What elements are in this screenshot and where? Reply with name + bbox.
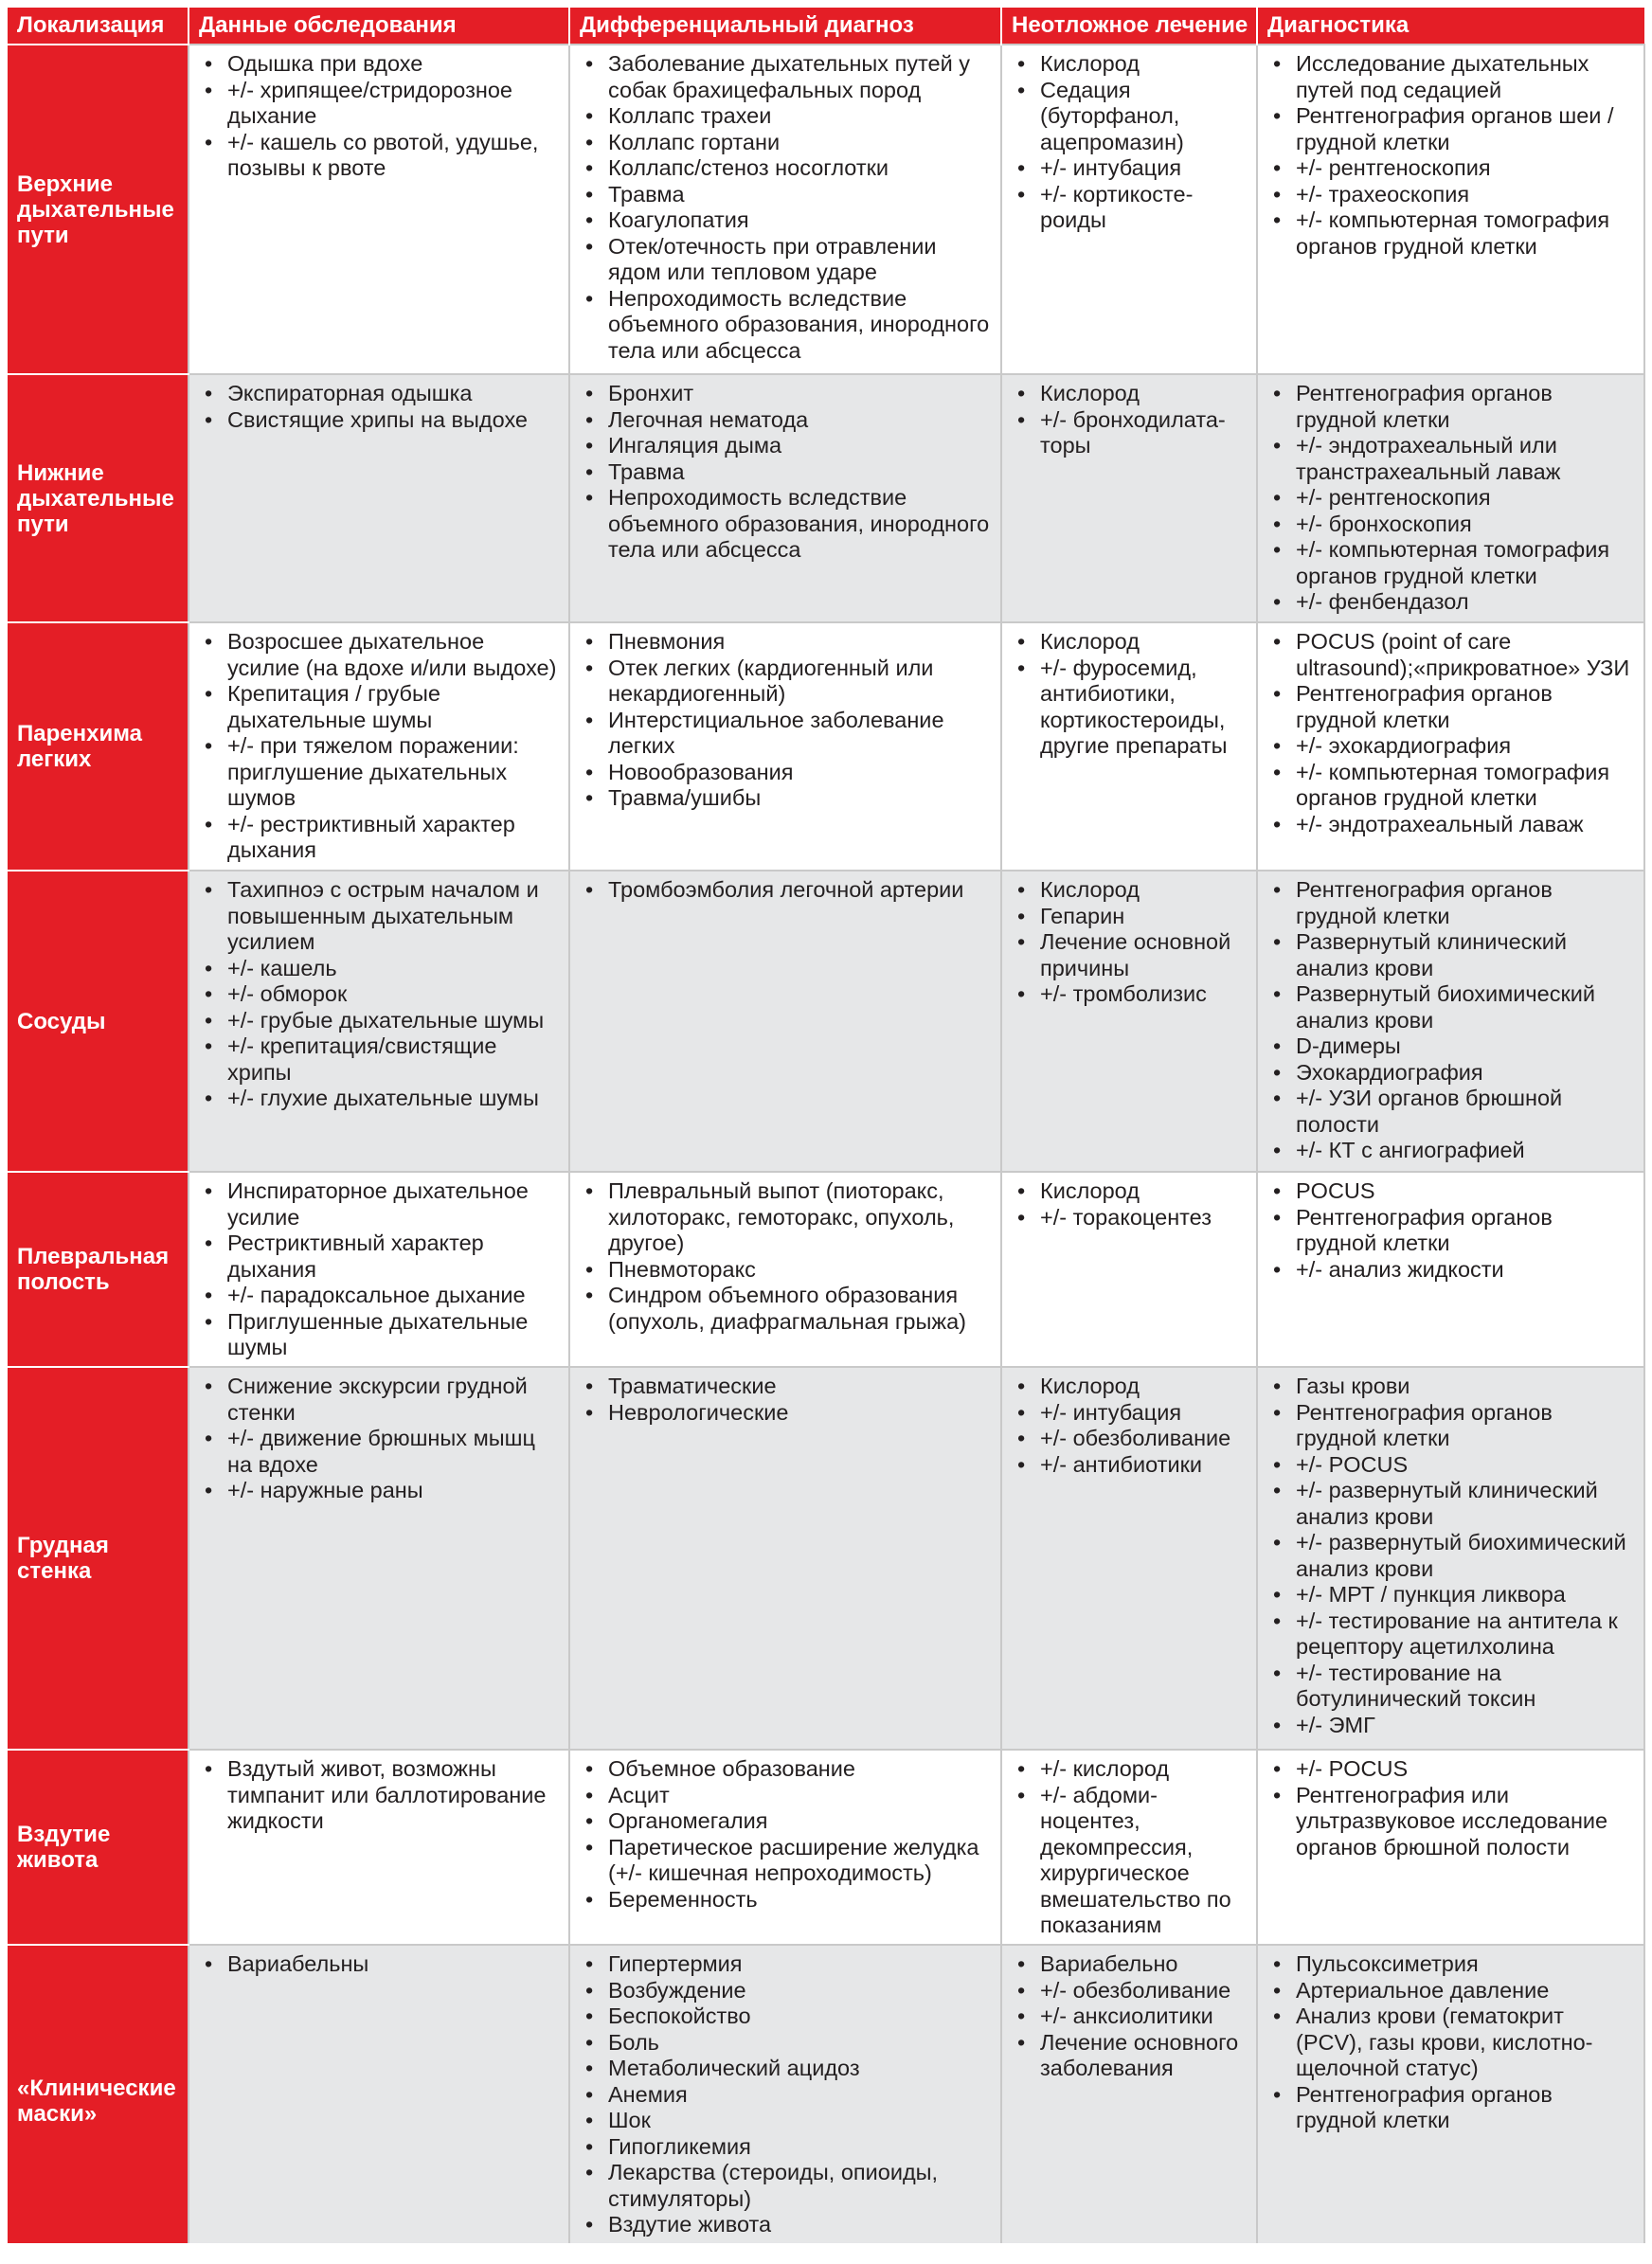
table-row [8, 622, 1644, 871]
bullet-list [197, 1756, 561, 1835]
list-item: • Возбуждение [608, 1978, 993, 2004]
table-row [8, 1945, 1644, 2257]
list-item: • +/- антибиотики [1040, 1452, 1248, 1479]
list-item: • Гипертермия [608, 1951, 993, 1978]
list-item: • Свистящие хрипы на выдохе [227, 407, 561, 434]
bullet-list [1266, 629, 1636, 837]
list-item: • Экспираторная одышка [227, 381, 561, 407]
list-item: • +/- эндотрахеальный лаваж [1296, 812, 1636, 838]
bullet-list [578, 51, 993, 364]
list-item: • Снижение экскурсии грудной стенки [227, 1374, 561, 1426]
table-row [8, 1750, 1644, 1945]
header-treatment: Неотложное лечение [1001, 8, 1257, 45]
diagnostics-cell [1257, 622, 1644, 871]
list-item: • +/- наружные раны [227, 1478, 561, 1504]
list-item: • Ингаляция дыма [608, 433, 993, 459]
list-item: • +/- развернутый биохимический анализ крови [1296, 1530, 1636, 1582]
list-item: • Рентгенография органов шеи / грудной клетки [1296, 103, 1636, 155]
list-item: • Одышка при вдохе [227, 51, 561, 78]
list-item: • +/- парадоксальное дыхание [227, 1283, 561, 1309]
list-item: • +/- МРТ / пункция ликвора [1296, 1582, 1636, 1608]
list-item: • Рентгенография органов грудной клетки [1296, 681, 1636, 733]
bullet-list [1266, 1756, 1636, 1860]
bullet-list [197, 381, 561, 433]
treatment-cell [1001, 1367, 1257, 1750]
treatment-cell [1001, 45, 1257, 374]
list-item: • Рентгенография органов грудной клетки [1296, 2082, 1636, 2134]
list-item: • Тахипноэ с острым началом и повышенным дыхательным усилием [227, 877, 561, 956]
list-item: • +/- глухие дыхательные шумы [227, 1086, 561, 1112]
list-item: • Рентгенография органов грудной клетки [1296, 381, 1636, 433]
list-item: • Метаболический ацидоз [608, 2056, 993, 2082]
list-item: • Вариабельно [1040, 1951, 1248, 1978]
list-item: • Рентгенография или ультразвуковое исследование органов брюшной полости [1296, 1783, 1636, 1861]
location-cell: Сосуды [8, 871, 189, 1172]
list-item: • Отек легких (кардиогенный или некардиогенный) [608, 656, 993, 708]
differential-cell [569, 1945, 1001, 2257]
treatment-cell [1001, 1172, 1257, 1367]
list-item: • +/- эндотрахеальный или транстрахеальный лаваж [1296, 433, 1636, 485]
list-item: • +/- фуросемид, антибиотики, кортикостероиды, другие препараты [1040, 656, 1248, 760]
location-cell: Плевральная полость [8, 1172, 189, 1367]
table-header-row [8, 8, 1644, 45]
treatment-cell [1001, 1945, 1257, 2257]
list-item: • +/- кислород [1040, 1756, 1248, 1783]
bullet-list [197, 51, 561, 182]
findings-cell [189, 871, 569, 1172]
list-item: • +/- трахеоскопия [1296, 182, 1636, 208]
list-item: • Вариабельны [227, 1951, 561, 1978]
location-cell: Верхние дыхательные пути [8, 45, 189, 374]
findings-cell [189, 622, 569, 871]
differential-cell [569, 871, 1001, 1172]
list-item: • +/- фенбендазол [1296, 589, 1636, 616]
bullet-list [1010, 51, 1248, 234]
list-item: • Травматические [608, 1374, 993, 1400]
list-item: • Развернутый биохимический анализ крови [1296, 981, 1636, 1033]
bullet-list [1266, 1178, 1636, 1283]
list-item: • Коллапс трахеи [608, 103, 993, 130]
differential-cell [569, 622, 1001, 871]
list-item: • Интерстициальное заболевание легких [608, 708, 993, 760]
list-item: • Крепитация / грубые дыхательные шумы [227, 681, 561, 733]
bullet-list [197, 877, 561, 1112]
list-item: • +/- УЗИ органов брюшной полости [1296, 1086, 1636, 1138]
list-item: • Отек/отечность при отравлении ядом или тепловом ударе [608, 234, 993, 286]
list-item: • +/- тестирование на антитела к рецептору ацетилхолина [1296, 1608, 1636, 1661]
list-item: • Беременность [608, 1887, 993, 1914]
differential-cell [569, 1172, 1001, 1367]
list-item: • +/- бронхоскопия [1296, 512, 1636, 538]
table-row [8, 374, 1644, 622]
list-item: • +/- при тяжелом поражении: приглушение дыхательных шумов [227, 733, 561, 812]
diagnostics-cell [1257, 45, 1644, 374]
diagnostics-cell [1257, 1367, 1644, 1750]
diagnostics-cell [1257, 871, 1644, 1172]
list-item: • Беспокойство [608, 2003, 993, 2030]
list-item: • Возросшее дыхательное усилие (на вдохе и/или выдохе) [227, 629, 561, 681]
list-item: • Рестриктивный характер дыхания [227, 1231, 561, 1283]
findings-cell [189, 1172, 569, 1367]
table-row [8, 871, 1644, 1172]
list-item: • Пневмоторакс [608, 1257, 993, 1284]
findings-cell [189, 1750, 569, 1945]
list-item: • Кислород [1040, 1374, 1248, 1400]
list-item: • +/- рентгеноскопия [1296, 155, 1636, 182]
list-item: • Боль [608, 2030, 993, 2057]
list-item: • +/- интубация [1040, 1400, 1248, 1427]
list-item: • +/- хрипящее/стридорозное дыхание [227, 78, 561, 130]
list-item: • +/- кашель со рвотой, удушье, позывы к рвоте [227, 130, 561, 182]
list-item: • Эхокардиография [1296, 1060, 1636, 1087]
list-item: • Кислород [1040, 629, 1248, 656]
list-item: • Лечение основного заболевания [1040, 2030, 1248, 2082]
list-item: • Инспираторное дыхательное усилие [227, 1178, 561, 1231]
header-differential: Дифференциальный диагноз [569, 8, 1001, 45]
list-item: • +/- эхокардиография [1296, 733, 1636, 760]
bullet-list [1266, 877, 1636, 1164]
location-cell: Грудная стенка [8, 1367, 189, 1750]
list-item: • +/- тромболизис [1040, 981, 1248, 1008]
list-item: • +/- кортикосте-роиды [1040, 182, 1248, 234]
list-item: • +/- анализ жидкости [1296, 1257, 1636, 1284]
list-item: • +/- компьютерная томография органов грудной клетки [1296, 207, 1636, 260]
bullet-list [1010, 1951, 1248, 2082]
bullet-list [578, 1374, 993, 1426]
findings-cell [189, 1945, 569, 2257]
bullet-list [1010, 1374, 1248, 1478]
list-item: • Неврологические [608, 1400, 993, 1427]
bullet-list [1010, 1756, 1248, 1939]
list-item: • +/- торакоцентез [1040, 1205, 1248, 1231]
list-item: • Бронхит [608, 381, 993, 407]
list-item: • Плевральный выпот (пиоторакс, хилоторакс, гемоторакс, опухоль, другое) [608, 1178, 993, 1257]
list-item: • Газы крови [1296, 1374, 1636, 1400]
bullet-list [578, 877, 993, 904]
list-item: • Коллапс/стеноз носоглотки [608, 155, 993, 182]
bullet-list [578, 1756, 993, 1913]
differential-table [8, 8, 1645, 2258]
list-item: • +/- развернутый клинический анализ крови [1296, 1478, 1636, 1530]
list-item: • +/- компьютерная томография органов грудной клетки [1296, 760, 1636, 812]
list-item: • +/- обморок [227, 981, 561, 1008]
bullet-list [1266, 51, 1636, 260]
bullet-list [1010, 877, 1248, 1008]
list-item: • +/- КТ с ангиографией [1296, 1138, 1636, 1164]
list-item: • Объемное образование [608, 1756, 993, 1783]
list-item: • Анализ крови (гематокрит (PCV), газы крови, кислотно-щелочной статус) [1296, 2003, 1636, 2082]
differential-cell [569, 1750, 1001, 1945]
bullet-list [578, 1951, 993, 2238]
list-item: • +/- рентгеноскопия [1296, 485, 1636, 512]
list-item: • Коагулопатия [608, 207, 993, 234]
list-item: • Органомегалия [608, 1808, 993, 1835]
list-item: • POCUS (point of care ultrasound);«прикроватное» УЗИ [1296, 629, 1636, 681]
list-item: • +/- рестриктивный характер дыхания [227, 812, 561, 864]
list-item: • Шок [608, 2108, 993, 2134]
treatment-cell [1001, 374, 1257, 622]
bullet-list [197, 1951, 561, 1978]
list-item: • Исследование дыхательных путей под седацией [1296, 51, 1636, 103]
list-item: • Развернутый клинический анализ крови [1296, 929, 1636, 981]
list-item: • +/- обезболивание [1040, 1978, 1248, 2004]
treatment-cell [1001, 1750, 1257, 1945]
bullet-list [578, 629, 993, 812]
list-item: • Травма/ушибы [608, 785, 993, 812]
list-item: • Гепарин [1040, 904, 1248, 930]
bullet-list [1010, 629, 1248, 760]
list-item: • Кислород [1040, 381, 1248, 407]
table-row [8, 45, 1644, 374]
list-item: • Новообразования [608, 760, 993, 786]
list-item: • Пульсоксиметрия [1296, 1951, 1636, 1978]
diagnostics-cell [1257, 1750, 1644, 1945]
diagnostics-cell [1257, 1172, 1644, 1367]
list-item: • Кислород [1040, 877, 1248, 904]
list-item: • Непроходимость вследствие объемного образования, инородного тела или абсцесса [608, 286, 993, 365]
list-item: • +/- POCUS [1296, 1756, 1636, 1783]
list-item: • Седация (буторфанол, ацепромазин) [1040, 78, 1248, 156]
list-item: • Гипогликемия [608, 2134, 993, 2161]
location-cell: Паренхима легких [8, 622, 189, 871]
list-item: • +/- кашель [227, 956, 561, 982]
differential-table-container [8, 8, 1644, 2258]
header-diagnostics: Диагностика [1257, 8, 1644, 45]
list-item: • Анемия [608, 2082, 993, 2109]
list-item: • Артериальное давление [1296, 1978, 1636, 2004]
list-item: • Лекарства (стероиды, опиоиды, стимуляторы) [608, 2160, 993, 2212]
list-item: • Рентгенография органов грудной клетки [1296, 1205, 1636, 1257]
diagnostics-cell [1257, 1945, 1644, 2257]
location-cell: Нижние дыхательные пути [8, 374, 189, 622]
list-item: • +/- интубация [1040, 155, 1248, 182]
findings-cell [189, 374, 569, 622]
list-item: • +/- движение брюшных мышц на вдохе [227, 1426, 561, 1478]
bullet-list [197, 1178, 561, 1361]
list-item: • D-димеры [1296, 1033, 1636, 1060]
bullet-list [1266, 1374, 1636, 1738]
differential-cell [569, 45, 1001, 374]
list-item: • Пневмония [608, 629, 993, 656]
table-row [8, 1367, 1644, 1750]
list-item: • +/- бронходилата-торы [1040, 407, 1248, 459]
list-item: • Коллапс гортани [608, 130, 993, 156]
list-item: • Лечение основной причины [1040, 929, 1248, 981]
list-item: • Непроходимость вследствие объемного образования, инородного тела или абсцесса [608, 485, 993, 564]
list-item: • Кислород [1040, 51, 1248, 78]
bullet-list [1266, 1951, 1636, 2134]
bullet-list [578, 1178, 993, 1335]
list-item: • +/- грубые дыхательные шумы [227, 1008, 561, 1034]
diagnostics-cell [1257, 374, 1644, 622]
list-item: • Паретическое расширение желудка (+/- кишечная непроходимость) [608, 1835, 993, 1887]
list-item: • +/- POCUS [1296, 1452, 1636, 1479]
header-location: Локализация [8, 8, 189, 45]
list-item: • Легочная нематода [608, 407, 993, 434]
location-cell: Вздутие живота [8, 1750, 189, 1945]
list-item: • Синдром объемного образования (опухоль, диафрагмальная грыжа) [608, 1283, 993, 1335]
list-item: • Рентгенография органов грудной клетки [1296, 877, 1636, 929]
treatment-cell [1001, 622, 1257, 871]
header-findings: Данные обследования [189, 8, 569, 45]
list-item: • Вздутый живот, возможны тимпанит или баллотирование жидкости [227, 1756, 561, 1835]
list-item: • +/- крепитация/свистящие хрипы [227, 1033, 561, 1086]
list-item: • +/- тестирование на ботулинический токсин [1296, 1661, 1636, 1713]
list-item: • Приглушенные дыхательные шумы [227, 1309, 561, 1361]
bullet-list [197, 1374, 561, 1504]
list-item: • POCUS [1296, 1178, 1636, 1205]
list-item: • +/- обезболивание [1040, 1426, 1248, 1452]
differential-cell [569, 374, 1001, 622]
bullet-list [1266, 381, 1636, 616]
list-item: • +/- компьютерная томография органов грудной клетки [1296, 537, 1636, 589]
findings-cell [189, 45, 569, 374]
list-item: • Кислород [1040, 1178, 1248, 1205]
findings-cell [189, 1367, 569, 1750]
page-bottom-edge [0, 2243, 1652, 2264]
treatment-cell [1001, 871, 1257, 1172]
list-item: • Рентгенография органов грудной клетки [1296, 1400, 1636, 1452]
location-cell: «Клинические маски» [8, 1945, 189, 2257]
table-row [8, 1172, 1644, 1367]
list-item: • Тромбоэмболия легочной артерии [608, 877, 993, 904]
differential-cell [569, 1367, 1001, 1750]
bullet-list [578, 381, 993, 564]
list-item: • Асцит [608, 1783, 993, 1809]
list-item: • +/- абдоми-ноцентез, декомпрессия, хирургическое вмешательство по показаниям [1040, 1783, 1248, 1939]
bullet-list [1010, 1178, 1248, 1231]
list-item: • +/- ЭМГ [1296, 1713, 1636, 1739]
list-item: • +/- анксиолитики [1040, 2003, 1248, 2030]
bullet-list [197, 629, 561, 864]
list-item: • Травма [608, 182, 993, 208]
bullet-list [1010, 381, 1248, 459]
list-item: • Вздутие живота [608, 2212, 993, 2238]
list-item: • Заболевание дыхательных путей у собак брахицефальных пород [608, 51, 993, 103]
list-item: • Травма [608, 459, 993, 486]
